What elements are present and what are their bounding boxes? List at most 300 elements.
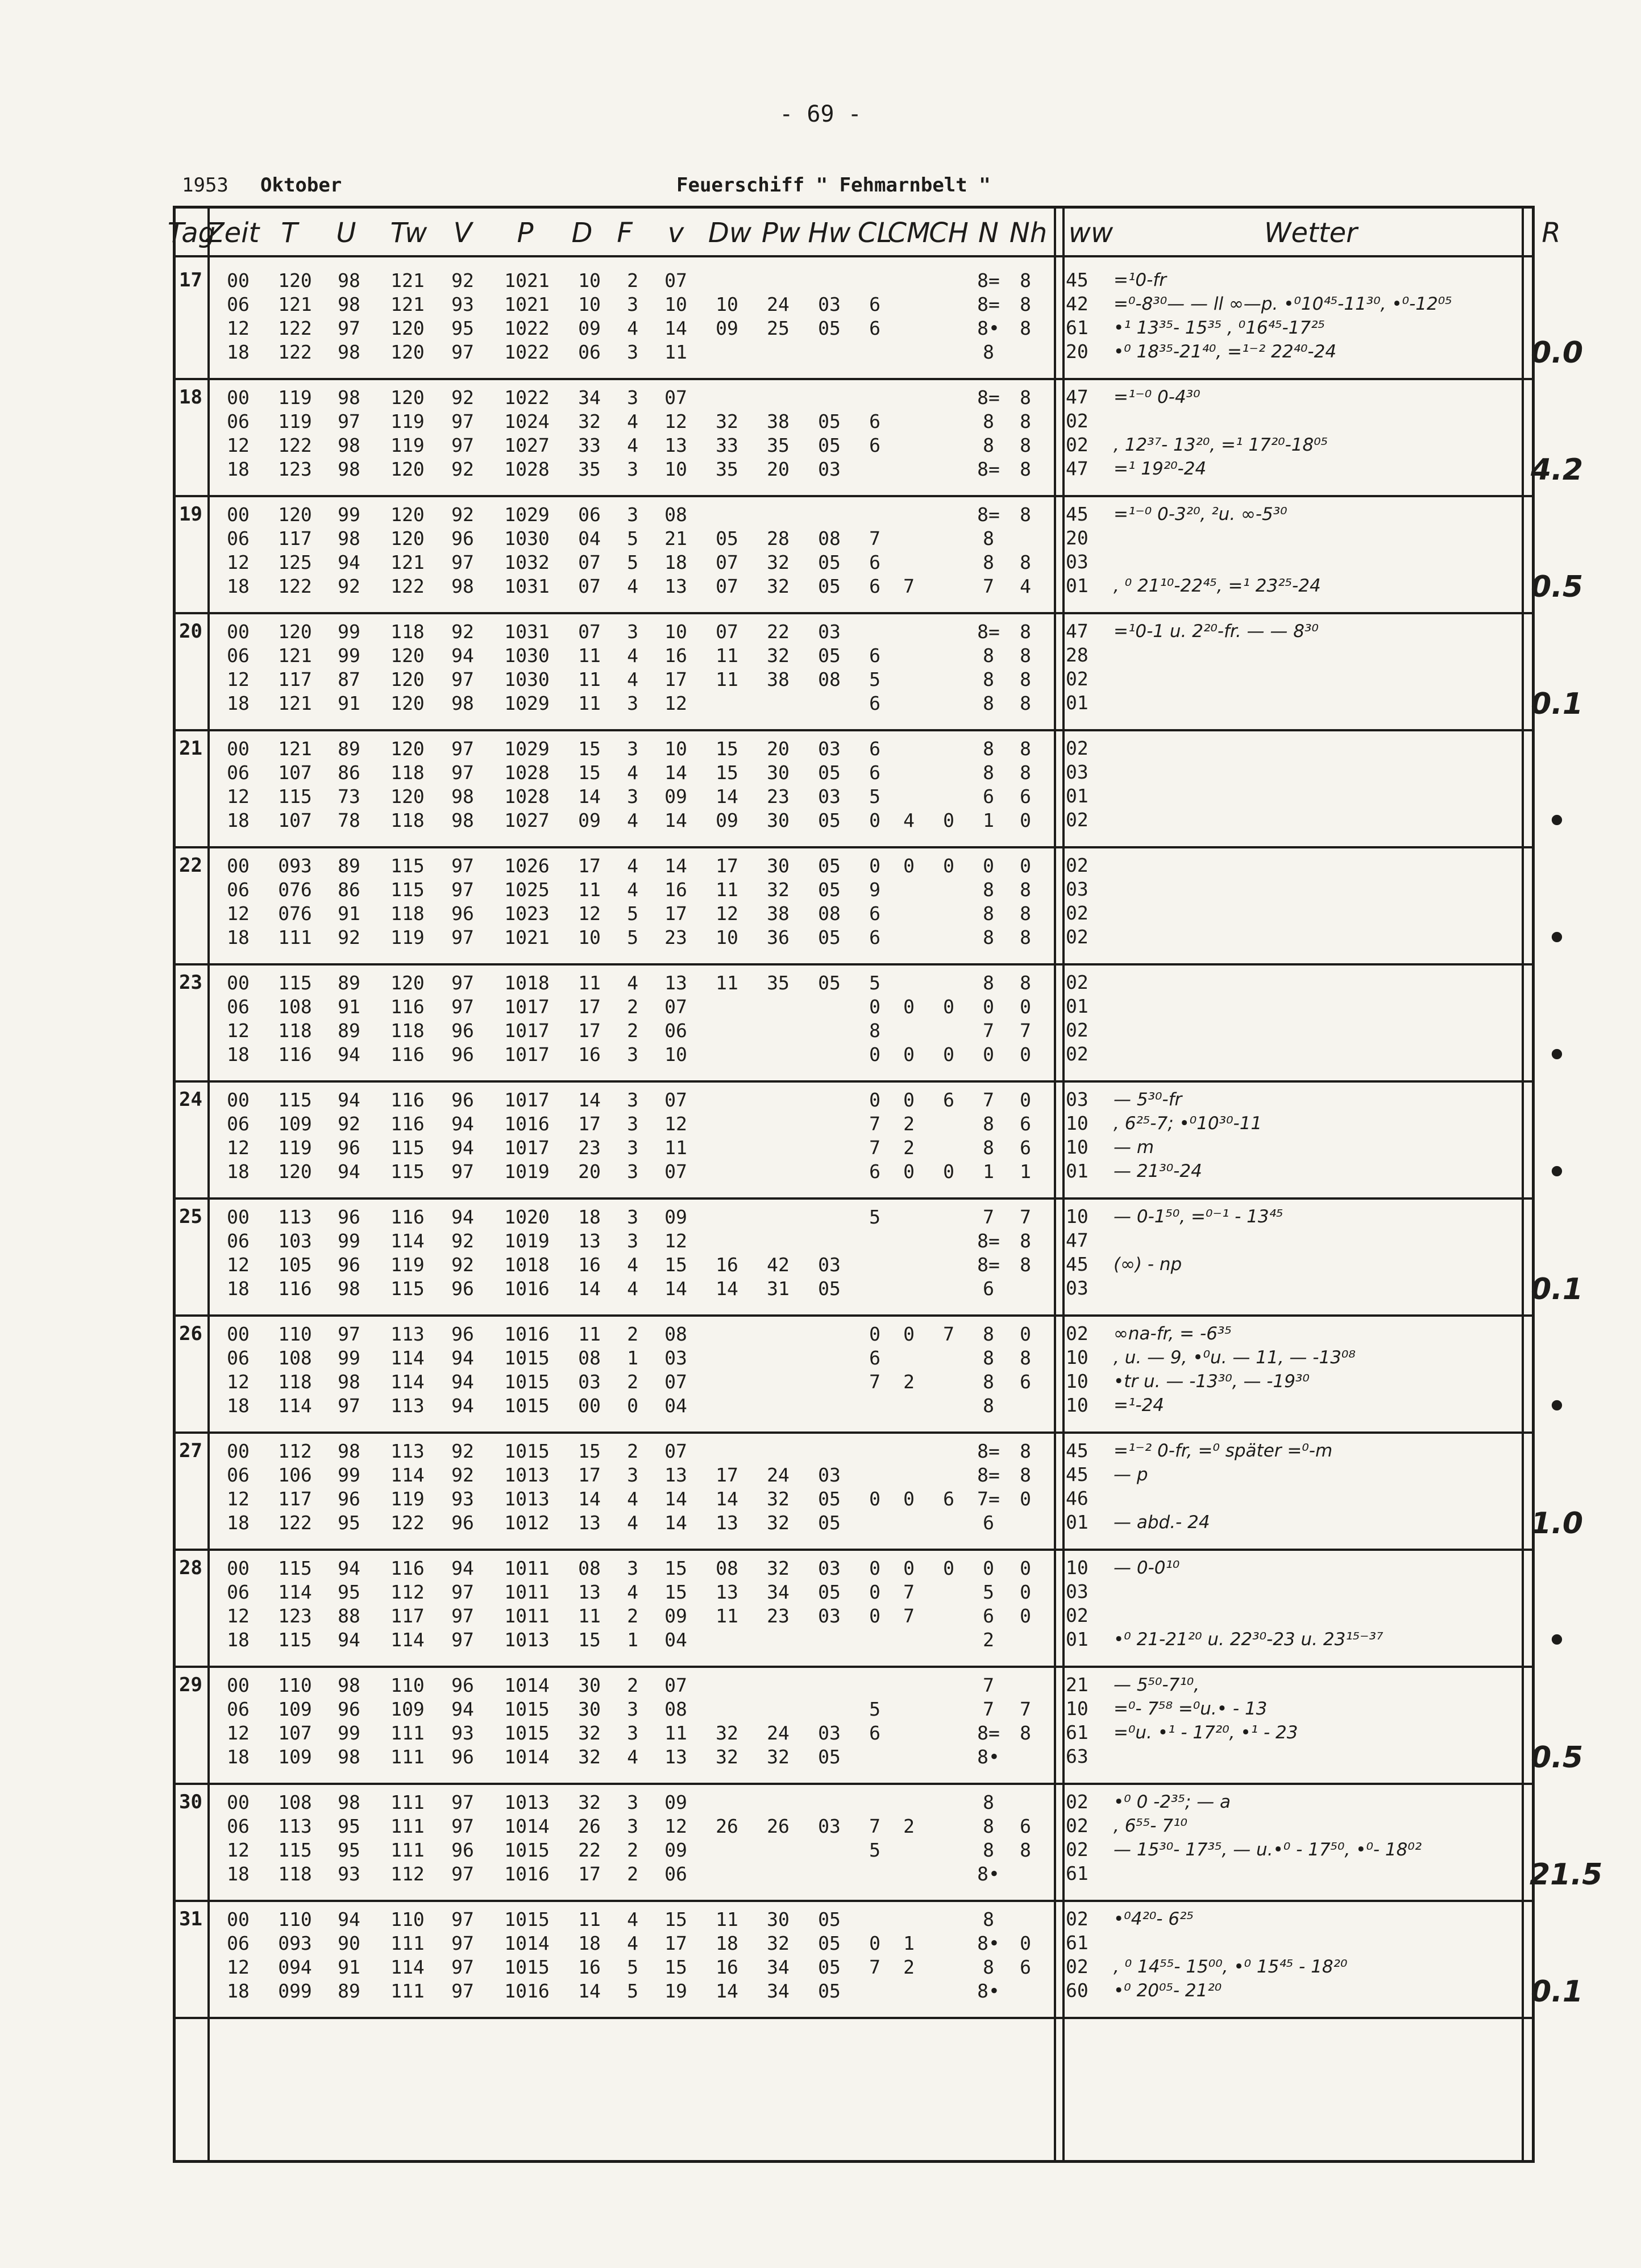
ww-code: 01 xyxy=(1066,1511,1089,1533)
cell-zeit: 06 xyxy=(227,1113,250,1135)
table-row xyxy=(176,1745,1056,1769)
cell-dw: 11 xyxy=(716,879,738,901)
ww-code: 47 xyxy=(1066,457,1089,480)
cell-hw: 05 xyxy=(818,926,841,948)
cell-p: 1015 xyxy=(504,1347,550,1369)
cell-cl: 0 xyxy=(869,1089,880,1111)
cell-tw: 114 xyxy=(390,1371,425,1393)
cell-cl: 7 xyxy=(869,1956,880,1978)
cell-ch: 6 xyxy=(943,1488,954,1510)
cell-f: 2 xyxy=(627,996,638,1018)
cell-f: 3 xyxy=(627,1464,638,1486)
cell-tw: 119 xyxy=(390,410,425,432)
cell-hw: 08 xyxy=(818,527,841,550)
cell-u: 94 xyxy=(338,1043,360,1066)
precipitation-value: 0.1 xyxy=(1530,687,1584,721)
cell-t: 107 xyxy=(278,761,312,784)
cell-n: 8= xyxy=(977,293,1000,315)
cell-d: 00 xyxy=(578,1395,601,1417)
cell-cm: 0 xyxy=(903,1557,915,1579)
cell-p: 1017 xyxy=(504,1089,550,1111)
cell-v-speed: 12 xyxy=(664,410,687,432)
cell-nh: 8 xyxy=(1020,1347,1031,1369)
ww-code: 10 xyxy=(1066,1557,1089,1579)
cell-n: 8 xyxy=(983,972,994,994)
table-row xyxy=(176,1370,1056,1394)
cell-n: 8 xyxy=(983,761,994,784)
cell-t: 115 xyxy=(278,1089,312,1111)
cell-hw: 05 xyxy=(818,1277,841,1300)
cell-u: 97 xyxy=(338,1395,360,1417)
cell-f: 3 xyxy=(627,1722,638,1744)
cell-u: 98 xyxy=(338,269,360,292)
ww-code: 01 xyxy=(1066,785,1089,807)
cell-n: 1 xyxy=(983,1160,994,1183)
cell-zeit: 00 xyxy=(227,1089,250,1111)
cell-cl: 7 xyxy=(869,1137,880,1159)
weather-note: , ⁰ 21¹⁰-22⁴⁵, =¹ 23²⁵-24 xyxy=(1114,576,1321,596)
cell-d: 07 xyxy=(578,621,601,643)
cell-p: 1029 xyxy=(504,503,550,526)
table-row xyxy=(176,1277,1056,1301)
cell-hw: 05 xyxy=(818,761,841,784)
cell-t: 118 xyxy=(278,1371,312,1393)
cell-cm: 7 xyxy=(903,1581,915,1603)
cell-f: 4 xyxy=(627,1581,638,1603)
col-header-pw: Pw xyxy=(761,217,801,249)
cell-zeit: 06 xyxy=(227,996,250,1018)
cell-tw: 120 xyxy=(390,503,425,526)
table-row xyxy=(176,1979,1056,2003)
cell-cl: 0 xyxy=(869,1932,880,1954)
table-row xyxy=(176,1862,1056,1886)
cell-cm: 2 xyxy=(903,1371,915,1393)
cell-t: 107 xyxy=(278,1722,312,1744)
precipitation-value: • xyxy=(1547,1624,1567,1658)
cell-zeit: 00 xyxy=(227,1908,250,1930)
cell-cl: 6 xyxy=(869,644,880,667)
cell-tw: 116 xyxy=(390,1043,425,1066)
cell-nh: 0 xyxy=(1020,809,1031,831)
cell-cl: 6 xyxy=(869,1722,880,1744)
cell-d: 11 xyxy=(578,692,601,714)
table-row xyxy=(176,971,1056,995)
cell-dw: 08 xyxy=(716,1557,738,1579)
cell-dw: 32 xyxy=(716,410,738,432)
cell-v-speed: 13 xyxy=(664,434,687,456)
cell-t: 119 xyxy=(278,1137,312,1159)
cell-cl: 0 xyxy=(869,1488,880,1510)
cell-p: 1014 xyxy=(504,1746,550,1768)
cell-zeit: 00 xyxy=(227,855,250,877)
cell-tw: 115 xyxy=(390,1277,425,1300)
cell-t: 121 xyxy=(278,644,312,667)
cell-d: 17 xyxy=(578,1863,601,1885)
cell-f: 4 xyxy=(627,972,638,994)
cell-zeit: 12 xyxy=(227,1137,250,1159)
cell-n: 8• xyxy=(977,1932,1000,1954)
cell-f: 1 xyxy=(627,1629,638,1651)
cell-cl: 6 xyxy=(869,1160,880,1183)
cell-p: 1013 xyxy=(504,1629,550,1651)
cell-v-speed: 15 xyxy=(664,1254,687,1276)
col-header-t: T xyxy=(281,217,298,249)
cell-f: 1 xyxy=(627,1347,638,1369)
cell-u: 95 xyxy=(338,1815,360,1837)
cell-t: 119 xyxy=(278,410,312,432)
cell-t: 121 xyxy=(278,738,312,760)
table-row xyxy=(176,434,1056,457)
cell-f: 4 xyxy=(627,879,638,901)
cell-cl: 6 xyxy=(869,551,880,573)
cell-tw: 116 xyxy=(390,1089,425,1111)
cell-zeit: 18 xyxy=(227,1395,250,1417)
table-row xyxy=(176,926,1056,950)
cell-p: 1016 xyxy=(504,1113,550,1135)
ww-code: 02 xyxy=(1066,737,1089,759)
cell-cl: 6 xyxy=(869,317,880,339)
day-divider xyxy=(176,1666,1532,1668)
cell-zeit: 06 xyxy=(227,410,250,432)
table-row xyxy=(176,761,1056,785)
cell-hw: 05 xyxy=(818,879,841,901)
ww-code: 02 xyxy=(1066,434,1089,456)
cell-n: 0 xyxy=(983,855,994,877)
cell-nh: 0 xyxy=(1020,996,1031,1018)
cell-dw: 16 xyxy=(716,1254,738,1276)
cell-nh: 8 xyxy=(1020,902,1031,925)
cell-ch: 7 xyxy=(943,1323,954,1345)
cell-cl: 6 xyxy=(869,434,880,456)
cell-u: 96 xyxy=(338,1488,360,1510)
cell-d: 11 xyxy=(578,644,601,667)
cell-tw: 113 xyxy=(390,1323,425,1345)
cell-cl: 7 xyxy=(869,1371,880,1393)
cell-t: 122 xyxy=(278,434,312,456)
cell-hw: 05 xyxy=(818,855,841,877)
ww-code: 20 xyxy=(1066,527,1089,549)
cell-tw: 110 xyxy=(390,1908,425,1930)
cell-hw: 05 xyxy=(818,410,841,432)
cell-tw: 121 xyxy=(390,551,425,573)
cell-u: 98 xyxy=(338,341,360,363)
cell-tw: 120 xyxy=(390,668,425,690)
cell-t: 120 xyxy=(278,503,312,526)
cell-n: 8• xyxy=(977,317,1000,339)
cell-v: 98 xyxy=(451,809,474,831)
cell-p: 1029 xyxy=(504,738,550,760)
cell-v-speed: 07 xyxy=(664,1160,687,1183)
cell-dw: 16 xyxy=(716,1956,738,1978)
cell-tw: 118 xyxy=(390,902,425,925)
cell-d: 14 xyxy=(578,1980,601,2002)
cell-f: 2 xyxy=(627,1323,638,1345)
ww-code: 02 xyxy=(1066,1019,1089,1041)
cell-dw: 05 xyxy=(716,527,738,550)
cell-v-speed: 07 xyxy=(664,1089,687,1111)
cell-dw: 15 xyxy=(716,761,738,784)
cell-n: 5 xyxy=(983,1581,994,1603)
cell-u: 94 xyxy=(338,1160,360,1183)
cell-d: 17 xyxy=(578,1113,601,1135)
cell-nh: 0 xyxy=(1020,1932,1031,1954)
cell-f: 2 xyxy=(627,1863,638,1885)
cell-tw: 115 xyxy=(390,879,425,901)
col-header-v-speed: v xyxy=(667,217,684,249)
table-row xyxy=(176,1628,1056,1652)
cell-f: 3 xyxy=(627,1791,638,1813)
cell-p: 1018 xyxy=(504,1254,550,1276)
cell-u: 86 xyxy=(338,879,360,901)
cell-p: 1014 xyxy=(504,1932,550,1954)
cell-v: 97 xyxy=(451,926,474,948)
cell-v-speed: 10 xyxy=(664,1043,687,1066)
cell-nh: 8 xyxy=(1020,386,1031,409)
cell-nh: 0 xyxy=(1020,1557,1031,1579)
cell-pw: 35 xyxy=(767,434,790,456)
cell-zeit: 12 xyxy=(227,551,250,573)
cell-f: 3 xyxy=(627,1230,638,1252)
cell-nh: 6 xyxy=(1020,1137,1031,1159)
cell-pw: 32 xyxy=(767,1746,790,1768)
cell-t: 112 xyxy=(278,1440,312,1462)
cell-n: 8• xyxy=(977,1980,1000,2002)
cell-t: 114 xyxy=(278,1395,312,1417)
precipitation-value: 4.2 xyxy=(1530,453,1584,487)
cell-f: 3 xyxy=(627,1089,638,1111)
cell-v: 94 xyxy=(451,1347,474,1369)
cell-d: 16 xyxy=(578,1043,601,1066)
cell-v: 96 xyxy=(451,1512,474,1534)
table-row xyxy=(176,1604,1056,1628)
day-number: 21 xyxy=(179,737,202,760)
table-row xyxy=(176,1088,1056,1112)
weather-note: ∞na-fr, = -6³⁵ xyxy=(1114,1324,1232,1344)
cell-n: 8 xyxy=(983,1113,994,1135)
col-header-cm: CM xyxy=(887,217,930,249)
cell-p: 1021 xyxy=(504,269,550,292)
cell-pw: 32 xyxy=(767,1557,790,1579)
cell-v-speed: 12 xyxy=(664,1230,687,1252)
day-divider xyxy=(176,378,1532,380)
cell-hw: 05 xyxy=(818,972,841,994)
cell-zeit: 00 xyxy=(227,621,250,643)
cell-v-speed: 07 xyxy=(664,386,687,409)
cell-u: 97 xyxy=(338,410,360,432)
cell-n: 6 xyxy=(983,1605,994,1627)
cell-pw: 32 xyxy=(767,1488,790,1510)
cell-zeit: 12 xyxy=(227,434,250,456)
cell-zeit: 06 xyxy=(227,1581,250,1603)
table-row xyxy=(176,692,1056,715)
ww-code: 10 xyxy=(1066,1136,1089,1158)
weather-note: •⁰ 21-21²⁰ u. 22³⁰-23 u. 23¹⁵⁻³⁷ xyxy=(1114,1629,1384,1650)
cell-n: 0 xyxy=(983,1043,994,1066)
cell-f: 4 xyxy=(627,761,638,784)
cell-nh: 0 xyxy=(1020,855,1031,877)
ww-code: 45 xyxy=(1066,503,1089,525)
cell-f: 3 xyxy=(627,738,638,760)
cell-hw: 03 xyxy=(818,1464,841,1486)
cell-v-speed: 23 xyxy=(664,926,687,948)
cell-u: 90 xyxy=(338,1932,360,1954)
cell-n: 8 xyxy=(983,1908,994,1930)
cell-u: 98 xyxy=(338,1674,360,1696)
weather-note: , 12³⁷- 13²⁰, =¹ 17²⁰-18⁰⁵ xyxy=(1114,435,1328,455)
precipitation-value: • xyxy=(1547,1155,1567,1189)
cell-dw: 14 xyxy=(716,1488,738,1510)
cell-hw: 05 xyxy=(818,1512,841,1534)
cell-t: 108 xyxy=(278,996,312,1018)
weather-note: =⁰- 7⁵⁸ =⁰u.• - 13 xyxy=(1114,1699,1268,1719)
cell-u: 99 xyxy=(338,503,360,526)
day-number: 29 xyxy=(179,1674,202,1696)
cell-f: 3 xyxy=(627,785,638,808)
cell-v-speed: 15 xyxy=(664,1908,687,1930)
cell-u: 94 xyxy=(338,551,360,573)
col-header-tag: Tag xyxy=(167,217,216,249)
cell-u: 98 xyxy=(338,458,360,480)
cell-f: 4 xyxy=(627,644,638,667)
cell-p: 1022 xyxy=(504,317,550,339)
cell-ch: 0 xyxy=(943,1160,954,1183)
table-row xyxy=(176,809,1056,833)
cell-n: 8= xyxy=(977,1230,1000,1252)
cell-tw: 120 xyxy=(390,785,425,808)
cell-cl: 0 xyxy=(869,996,880,1018)
cell-pw: 25 xyxy=(767,317,790,339)
cell-cl: 5 xyxy=(869,1839,880,1861)
cell-f: 3 xyxy=(627,621,638,643)
cell-pw: 30 xyxy=(767,809,790,831)
cell-nh: 8 xyxy=(1020,761,1031,784)
cell-p: 1021 xyxy=(504,926,550,948)
cell-v: 97 xyxy=(451,855,474,877)
cell-zeit: 12 xyxy=(227,1371,250,1393)
cell-p: 1028 xyxy=(504,761,550,784)
cell-d: 13 xyxy=(578,1230,601,1252)
cell-tw: 113 xyxy=(390,1395,425,1417)
cell-d: 06 xyxy=(578,503,601,526)
cell-nh: 8 xyxy=(1020,551,1031,573)
cell-v-speed: 17 xyxy=(664,1932,687,1954)
cell-cl: 5 xyxy=(869,668,880,690)
cell-d: 09 xyxy=(578,317,601,339)
cell-v-speed: 06 xyxy=(664,1019,687,1042)
cell-dw: 17 xyxy=(716,1464,738,1486)
cell-tw: 110 xyxy=(390,1674,425,1696)
cell-cm: 0 xyxy=(903,1488,915,1510)
cell-pw: 22 xyxy=(767,621,790,643)
cell-dw: 26 xyxy=(716,1815,738,1837)
cell-pw: 20 xyxy=(767,458,790,480)
cell-zeit: 00 xyxy=(227,1206,250,1228)
cell-tw: 118 xyxy=(390,621,425,643)
cell-pw: 34 xyxy=(767,1980,790,2002)
table-row xyxy=(176,1838,1056,1862)
cell-f: 3 xyxy=(627,1043,638,1066)
cell-f: 4 xyxy=(627,434,638,456)
weather-note: •¹ 13³⁵- 15³⁵ , ⁰16⁴⁵-17²⁵ xyxy=(1114,318,1325,338)
cell-ch: 0 xyxy=(943,855,954,877)
day-divider xyxy=(176,729,1532,731)
cell-cl: 0 xyxy=(869,1605,880,1627)
cell-v-speed: 07 xyxy=(664,1674,687,1696)
cell-p: 1019 xyxy=(504,1230,550,1252)
cell-d: 18 xyxy=(578,1932,601,1954)
cell-t: 122 xyxy=(278,575,312,597)
cell-d: 14 xyxy=(578,1089,601,1111)
cell-f: 2 xyxy=(627,1839,638,1861)
cell-v: 97 xyxy=(451,551,474,573)
cell-ch: 0 xyxy=(943,1043,954,1066)
cell-nh: 8 xyxy=(1020,1440,1031,1462)
cell-dw: 14 xyxy=(716,1277,738,1300)
cell-zeit: 06 xyxy=(227,761,250,784)
cell-nh: 8 xyxy=(1020,317,1031,339)
cell-t: 119 xyxy=(278,386,312,409)
cell-t: 122 xyxy=(278,341,312,363)
day-divider xyxy=(176,495,1532,497)
cell-zeit: 12 xyxy=(227,902,250,925)
cell-zeit: 12 xyxy=(227,785,250,808)
day-number: 30 xyxy=(179,1791,202,1813)
cell-d: 11 xyxy=(578,879,601,901)
cell-d: 17 xyxy=(578,1464,601,1486)
cell-cl: 0 xyxy=(869,809,880,831)
cell-v: 94 xyxy=(451,1137,474,1159)
cell-hw: 05 xyxy=(818,1746,841,1768)
cell-cl: 6 xyxy=(869,761,880,784)
weather-note: (∞) - np xyxy=(1114,1254,1182,1275)
cell-t: 108 xyxy=(278,1791,312,1813)
cell-zeit: 06 xyxy=(227,1815,250,1837)
col-header-d: D xyxy=(571,217,593,249)
table-row xyxy=(176,1160,1056,1184)
ww-code: 61 xyxy=(1066,1721,1089,1743)
cell-u: 78 xyxy=(338,809,360,831)
cell-v-speed: 12 xyxy=(664,692,687,714)
cell-cm: 2 xyxy=(903,1137,915,1159)
cell-u: 94 xyxy=(338,1908,360,1930)
cell-u: 99 xyxy=(338,644,360,667)
ww-code: 10 xyxy=(1066,1346,1089,1368)
cell-hw: 05 xyxy=(818,644,841,667)
cell-dw: 17 xyxy=(716,855,738,877)
cell-hw: 05 xyxy=(818,575,841,597)
ww-code: 01 xyxy=(1066,995,1089,1017)
table-row xyxy=(176,1674,1056,1697)
cell-cl: 8 xyxy=(869,1019,880,1042)
cell-zeit: 00 xyxy=(227,1323,250,1345)
cell-t: 093 xyxy=(278,1932,312,1954)
cell-p: 1030 xyxy=(504,527,550,550)
weather-note: — 21³⁰-24 xyxy=(1114,1161,1202,1181)
header-month: Oktober xyxy=(260,174,342,197)
cell-f: 3 xyxy=(627,1557,638,1579)
cell-p: 1018 xyxy=(504,972,550,994)
cell-zeit: 00 xyxy=(227,386,250,409)
cell-p: 1014 xyxy=(504,1815,550,1837)
weather-note: , ⁰ 14⁵⁵- 15⁰⁰, •⁰ 15⁴⁵ - 18²⁰ xyxy=(1114,1957,1348,1977)
cell-p: 1017 xyxy=(504,1019,550,1042)
day-divider xyxy=(176,1197,1532,1200)
cell-tw: 111 xyxy=(390,1791,425,1813)
cell-dw: 13 xyxy=(716,1581,738,1603)
day-divider xyxy=(176,1783,1532,1785)
cell-d: 13 xyxy=(578,1581,601,1603)
day-number: 19 xyxy=(179,503,202,526)
